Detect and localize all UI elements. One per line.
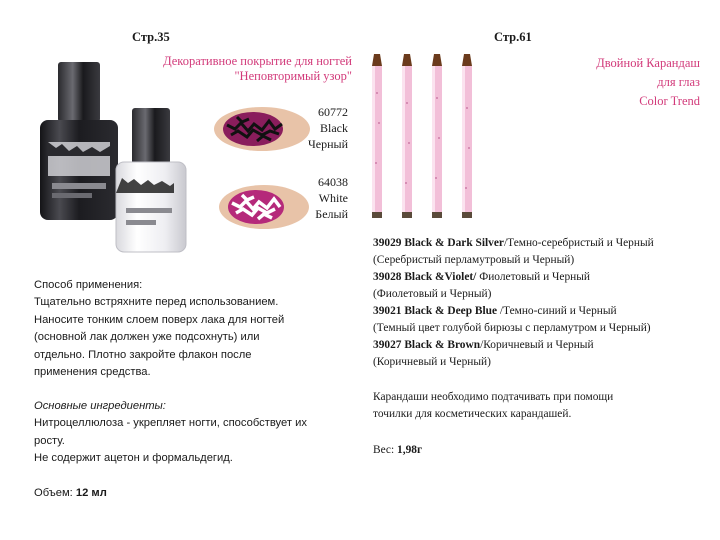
shade-item: [373, 235, 713, 252]
usage-line: отдельно. Плотно закройте флакон после: [34, 348, 252, 361]
black-polish-bottle: [40, 62, 118, 220]
product-white-name-ru: Белый: [315, 207, 348, 221]
shade-code-name: 39028 Black &Violet/: [373, 271, 477, 283]
product-black-name-ru: Черный: [307, 137, 348, 151]
shade-item: [373, 303, 713, 320]
weight-value: 1,98г: [397, 444, 423, 456]
usage-line: Способ применения:: [34, 279, 143, 291]
shade-sub: (Серебристый перламутровый и Черный): [373, 254, 575, 266]
shade-desc: /Коричневый и Черный: [480, 339, 594, 351]
usage-line: (основной лак должен уже подсохнуть) или: [34, 331, 260, 344]
product-white-info: [290, 174, 348, 222]
shade-item: [373, 337, 713, 354]
usage-line: применения средства.: [34, 366, 151, 379]
eye-pencils-image: [368, 52, 486, 222]
volume-label: Объем:: [34, 487, 73, 499]
volume-value: 12 мл: [75, 487, 107, 499]
product-black-info: [290, 104, 348, 152]
shade-desc: /Темно-серебристый и Черный: [504, 237, 654, 249]
right-product-title: [520, 54, 700, 111]
shade-sub: (Коричневый и Черный): [373, 356, 491, 368]
shade-item: [373, 269, 713, 286]
sharpen-line: точилки для косметических карандашей.: [373, 408, 572, 420]
right-title-line2: для глаз: [657, 75, 700, 89]
usage-line: Наносите тонким слоем поверх лака для ногтей: [34, 313, 285, 326]
left-page-ref: Стр.35: [132, 30, 170, 44]
shade-desc: Фиолетовый и Черный: [476, 271, 591, 283]
sharpen-line: Карандаши необходимо подтачивать при помощи: [373, 391, 614, 403]
nail-polish-bottles: [30, 58, 190, 258]
sharpen-note: [373, 389, 713, 423]
right-page-ref: Стр.61: [494, 30, 532, 44]
product-white-code: 64038: [318, 175, 348, 189]
left-title-line2: "Неповторимый узор": [234, 69, 352, 83]
weight-info: [373, 442, 422, 459]
ingredients-block: [34, 398, 334, 468]
weight-label: Вес:: [373, 444, 395, 456]
eye-pencil: [402, 54, 412, 218]
eye-pencil: [372, 54, 382, 218]
shade-code-name: 39021 Black & Deep Blue: [373, 305, 498, 317]
ingredients-line: росту.: [34, 434, 65, 447]
ingredients-heading: Основные ингредиенты:: [34, 400, 166, 412]
shade-code-name: 39029 Black & Dark Silver: [373, 237, 504, 249]
shade-sub: (Темный цвет голубой бирюзы с перламутром и Черный): [373, 322, 651, 334]
product-black-name-en: Black: [320, 121, 348, 135]
ingredients-line: Не содержит ацетон и формальдегид.: [34, 452, 233, 465]
eye-pencil: [462, 54, 472, 218]
eye-pencil: [432, 54, 442, 218]
shade-desc: /Темно-синий и Черный: [497, 305, 617, 317]
product-black-code: 60772: [318, 105, 348, 119]
ingredients-line: Нитроцеллюлоза - укрепляет ногти, способствует их: [34, 417, 307, 430]
right-title-line3: Color Trend: [639, 94, 700, 108]
usage-line: Тщательно встряхните перед использованием.: [34, 296, 279, 309]
usage-instructions: [34, 277, 324, 381]
volume-info: [34, 485, 107, 502]
shade-sub: (Фиолетовый и Черный): [373, 288, 492, 300]
left-title-line1: Декоративное покрытие для ногтей: [163, 54, 352, 68]
shades-list: [373, 235, 713, 371]
shade-code-name: 39027 Black & Brown: [373, 339, 481, 351]
white-polish-bottle: [116, 108, 186, 252]
product-white-name-en: White: [318, 191, 348, 205]
right-title-line1: Двойной Карандаш: [596, 56, 700, 70]
